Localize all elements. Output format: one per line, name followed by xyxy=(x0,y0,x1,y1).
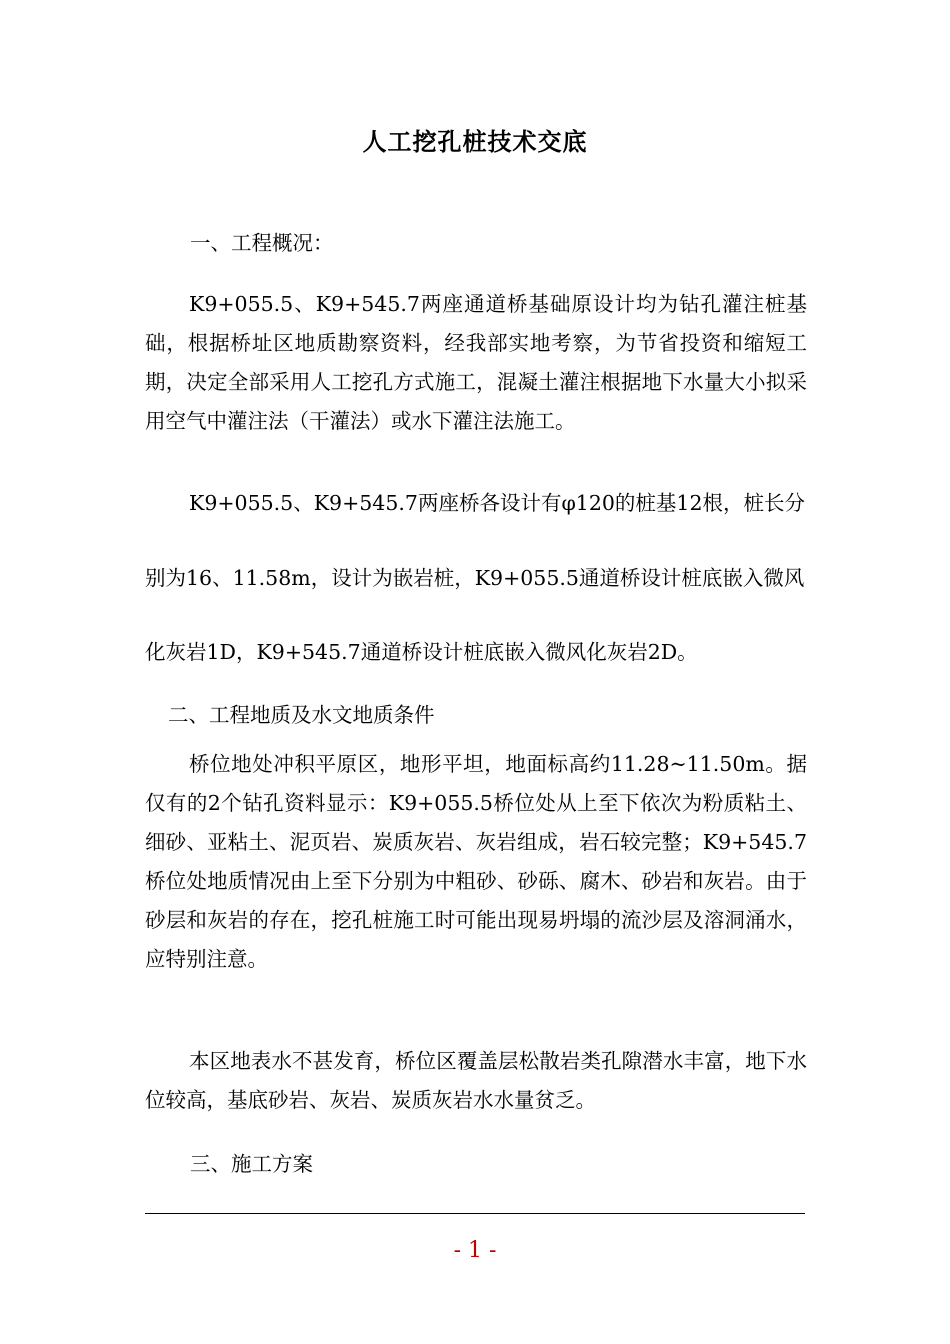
paragraph-text: K9+055.5、K9+545.7两座通道桥基础原设计均为钻孔灌注桩基础，根据桥址区地质勘察资料，经我部实地考察，为节省投资和缩短工期，决定全部采用人工挖孔方式施工，混凝土灌注根据地下水量大小拟采用空气中灌注法（干灌法）或水下灌注法施工。 xyxy=(145,292,807,433)
page-number: - 1 - xyxy=(453,1238,497,1263)
paragraph-text: 本区地表水不甚发育，桥位区覆盖层松散岩类孔隙潜水丰富，地下水位较高，基底砂岩、灰岩、炭质灰岩水水量贫乏。 xyxy=(145,1049,807,1112)
paragraph-overview-2-line3 xyxy=(145,633,807,672)
paragraph-line: 化灰岩1D，K9+545.7通道桥设计桩底嵌入微风化灰岩2D。 xyxy=(145,640,698,664)
paragraph-text: 桥位地处冲积平原区，地形平坦，地面标高约11.28~11.50m。据仅有的2个钻孔资料显示：K9+055.5桥位处从上至下依次为粉质粘土、细砂、亚粘土、泥页岩、炭质灰岩、灰岩组成，岩石较完整；K9+545.7桥位处地质情况由上至下分别为中粗砂、砂砾、腐木、砂岩和灰岩。由于砂层和灰岩的存在，挖孔桩施工时可能出现易坍塌的流沙层及溶洞涌水，应特别注意。 xyxy=(145,752,807,971)
paragraph-geology-1 xyxy=(145,745,807,979)
section-heading-plan: 三、施工方案 xyxy=(190,1152,313,1176)
paragraph-line: 别为16、11.58m，设计为嵌岩桩，K9+055.5通道桥设计桩底嵌入微风 xyxy=(145,566,805,590)
paragraph-line: K9+055.5、K9+545.7两座桥各设计有φ120的桩基12根，桩长分 xyxy=(189,491,806,515)
paragraph-geology-2 xyxy=(145,1042,807,1120)
footer-divider xyxy=(145,1213,805,1214)
paragraph-overview-1 xyxy=(145,285,807,441)
paragraph-overview-2-line2 xyxy=(145,559,807,598)
paragraph-overview-2 xyxy=(145,484,807,523)
section-heading-geology: 二、工程地质及水文地质条件 xyxy=(168,703,435,727)
document-title: 人工挖孔桩技术交底 xyxy=(362,127,588,156)
section-heading-overview: 一、工程概况： xyxy=(190,231,334,255)
